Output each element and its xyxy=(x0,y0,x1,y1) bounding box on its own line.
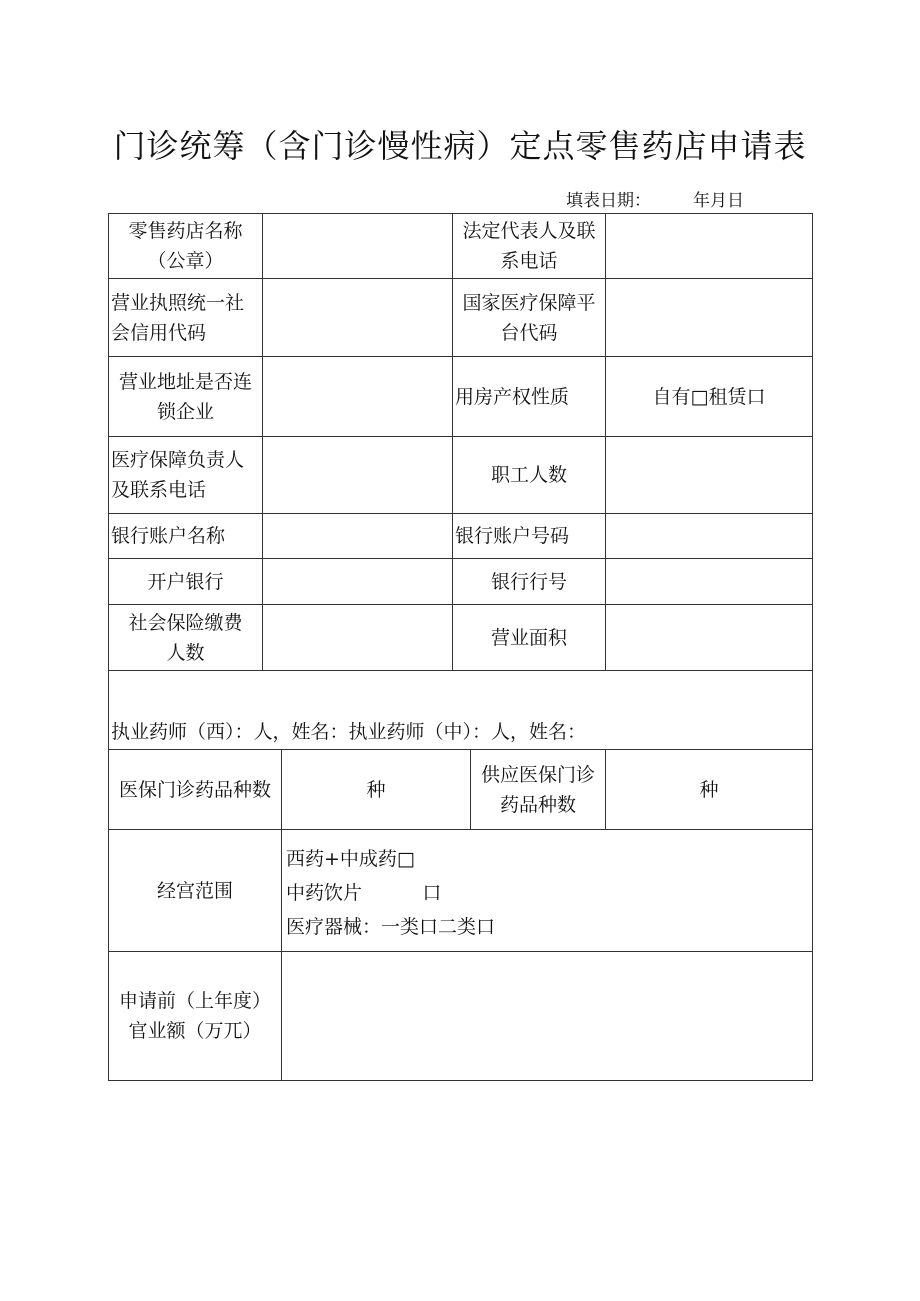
store-name-label: 零售药店名称（公章） xyxy=(108,213,263,279)
pharmacists-row[interactable]: 执业药师（西）：人，姓名：执业药师（中）：人，姓名： xyxy=(108,670,813,750)
supply-drug-kinds-label: 供应医保门诊药品种数 xyxy=(470,749,606,830)
scope-label: 经宫范围 xyxy=(108,829,282,952)
bank-account-no-value[interactable] xyxy=(605,513,813,559)
social-insured-label: 社会保险缴费人数 xyxy=(108,604,263,671)
scope-medical-devices[interactable]: 医疗器械：一类口二类口 xyxy=(286,916,496,938)
employees-value[interactable] xyxy=(605,436,813,514)
drug-kinds-value[interactable]: 种 xyxy=(281,749,471,830)
platform-code-label: 国家医疗保障平台代码 xyxy=(452,278,606,357)
supply-drug-kinds-value[interactable]: 种 xyxy=(605,749,813,830)
scope-herbal-slices[interactable]: 中药饮片 口 xyxy=(286,882,442,904)
bank-no-value[interactable] xyxy=(605,558,813,605)
legal-rep-value[interactable] xyxy=(605,213,813,279)
credit-code-label: 营业执照统一社会信用代码 xyxy=(108,278,263,357)
employees-label: 职工人数 xyxy=(452,436,606,514)
bank-label: 开户银行 xyxy=(108,558,263,605)
bank-account-name-value[interactable] xyxy=(262,513,453,559)
bank-account-no-label: 银行账户号码 xyxy=(452,513,606,559)
bank-value[interactable] xyxy=(262,558,453,605)
property-label: 用房产权性质 xyxy=(452,356,606,437)
platform-code-value[interactable] xyxy=(605,278,813,357)
fill-date-label: 填表日期： xyxy=(566,191,651,211)
chain-value[interactable] xyxy=(262,356,453,437)
drug-kinds-label: 医保门诊药品种数 xyxy=(108,749,282,830)
insurance-head-value[interactable] xyxy=(262,436,453,514)
credit-code-value[interactable] xyxy=(262,278,453,357)
insurance-head-label: 医疗保障负责人及联系电话 xyxy=(108,436,263,514)
legal-rep-label: 法定代表人及联系电话 xyxy=(452,213,606,279)
area-value[interactable] xyxy=(605,604,813,671)
fill-date xyxy=(566,190,744,212)
chain-label: 营业地址是否连锁企业 xyxy=(108,356,263,437)
form-title: 门诊统筹（含门诊慢性病）定点零售药店申请表 xyxy=(113,127,807,165)
property-value[interactable]: 自有□租赁口 xyxy=(605,356,813,437)
revenue-label: 申请前（上年度）官业额（万兀） xyxy=(108,951,282,1081)
scope-western-chinese-medicine[interactable]: 西药+中成药□ xyxy=(286,848,415,870)
social-insured-value[interactable] xyxy=(262,604,453,671)
bank-no-label: 银行行号 xyxy=(452,558,606,605)
fill-date-suffix: 年月日 xyxy=(693,191,744,211)
store-name-value[interactable] xyxy=(262,213,453,279)
area-label: 营业面积 xyxy=(452,604,606,671)
revenue-value[interactable] xyxy=(281,951,813,1081)
bank-account-name-label: 银行账户名称 xyxy=(108,513,263,559)
scope-options[interactable] xyxy=(281,829,813,952)
